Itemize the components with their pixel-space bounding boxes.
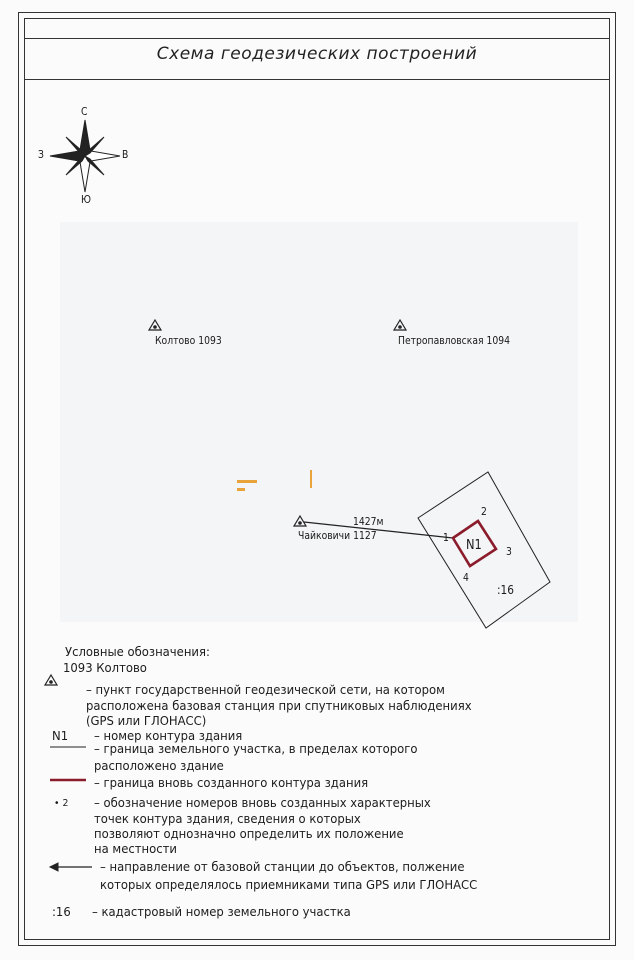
highlight-mark xyxy=(237,488,245,491)
highlight-mark xyxy=(310,470,312,488)
legend-contour-desc: – номер контура здания xyxy=(94,728,243,743)
parcel-number-label: :16 xyxy=(497,583,514,597)
station-label: Чайковичи 1127 xyxy=(298,530,377,542)
station-label: Петропавловская 1094 xyxy=(398,335,511,347)
legend-building-boundary-desc: – граница вновь созданного контура здания xyxy=(94,775,369,790)
legend-example-station: 1093 Колтово xyxy=(63,660,147,675)
legend-point-desc: на местности xyxy=(94,841,177,856)
compass-south-label: Ю xyxy=(81,194,91,206)
legend-point-desc: точек контура здания, сведения о которых xyxy=(94,811,361,826)
map-area xyxy=(60,222,578,622)
legend-station-icon xyxy=(45,675,57,685)
point-label: 4 xyxy=(463,572,469,584)
legend-parcel-boundary-desc: расположено здание xyxy=(94,758,224,773)
legend-parcel-symbol: :16 xyxy=(52,904,71,919)
compass-east-label: В xyxy=(122,149,129,161)
compass-rose-icon xyxy=(50,120,120,192)
compass-west-label: З xyxy=(38,149,44,161)
highlight-mark xyxy=(237,480,257,483)
contour-label: N1 xyxy=(466,538,482,553)
legend-point-desc: – обозначение номеров вновь созданных характерных xyxy=(94,795,431,810)
compass-north-label: С xyxy=(81,106,88,118)
station-label: Колтово 1093 xyxy=(155,335,222,347)
legend-direction-desc: – направление от базовой станции до объектов, полжение xyxy=(100,859,465,874)
legend-station-desc: расположена базовая станция при спутниковых наблюдениях xyxy=(86,698,472,713)
legend-point-desc: позволяют однозначно определить их положение xyxy=(94,826,404,841)
page-title: Схема геодезических построений xyxy=(156,44,478,64)
point-label: 2 xyxy=(481,506,487,518)
legend-parcel-boundary-desc: – граница земельного участка, в пределах которого xyxy=(94,741,418,756)
distance-label: 1427м xyxy=(353,516,384,528)
legend-contour-symbol: N1 xyxy=(52,728,69,743)
legend-heading: Условные обозначения: xyxy=(65,644,210,659)
point-label: 3 xyxy=(506,546,512,558)
legend-station-desc: – пункт государственной геодезической сети, на котором xyxy=(86,682,445,697)
legend-arrow-icon xyxy=(50,863,92,871)
legend-parcel-desc: – кадастровый номер земельного участка xyxy=(92,904,351,919)
legend-direction-desc: которых определялось приемниками типа GPS или ГЛОНАСС xyxy=(100,877,478,892)
legend-station-desc: (GPS или ГЛОНАСС) xyxy=(86,713,207,728)
point-label: 1 xyxy=(443,532,449,544)
legend-point-symbol: • 2 xyxy=(54,798,69,809)
